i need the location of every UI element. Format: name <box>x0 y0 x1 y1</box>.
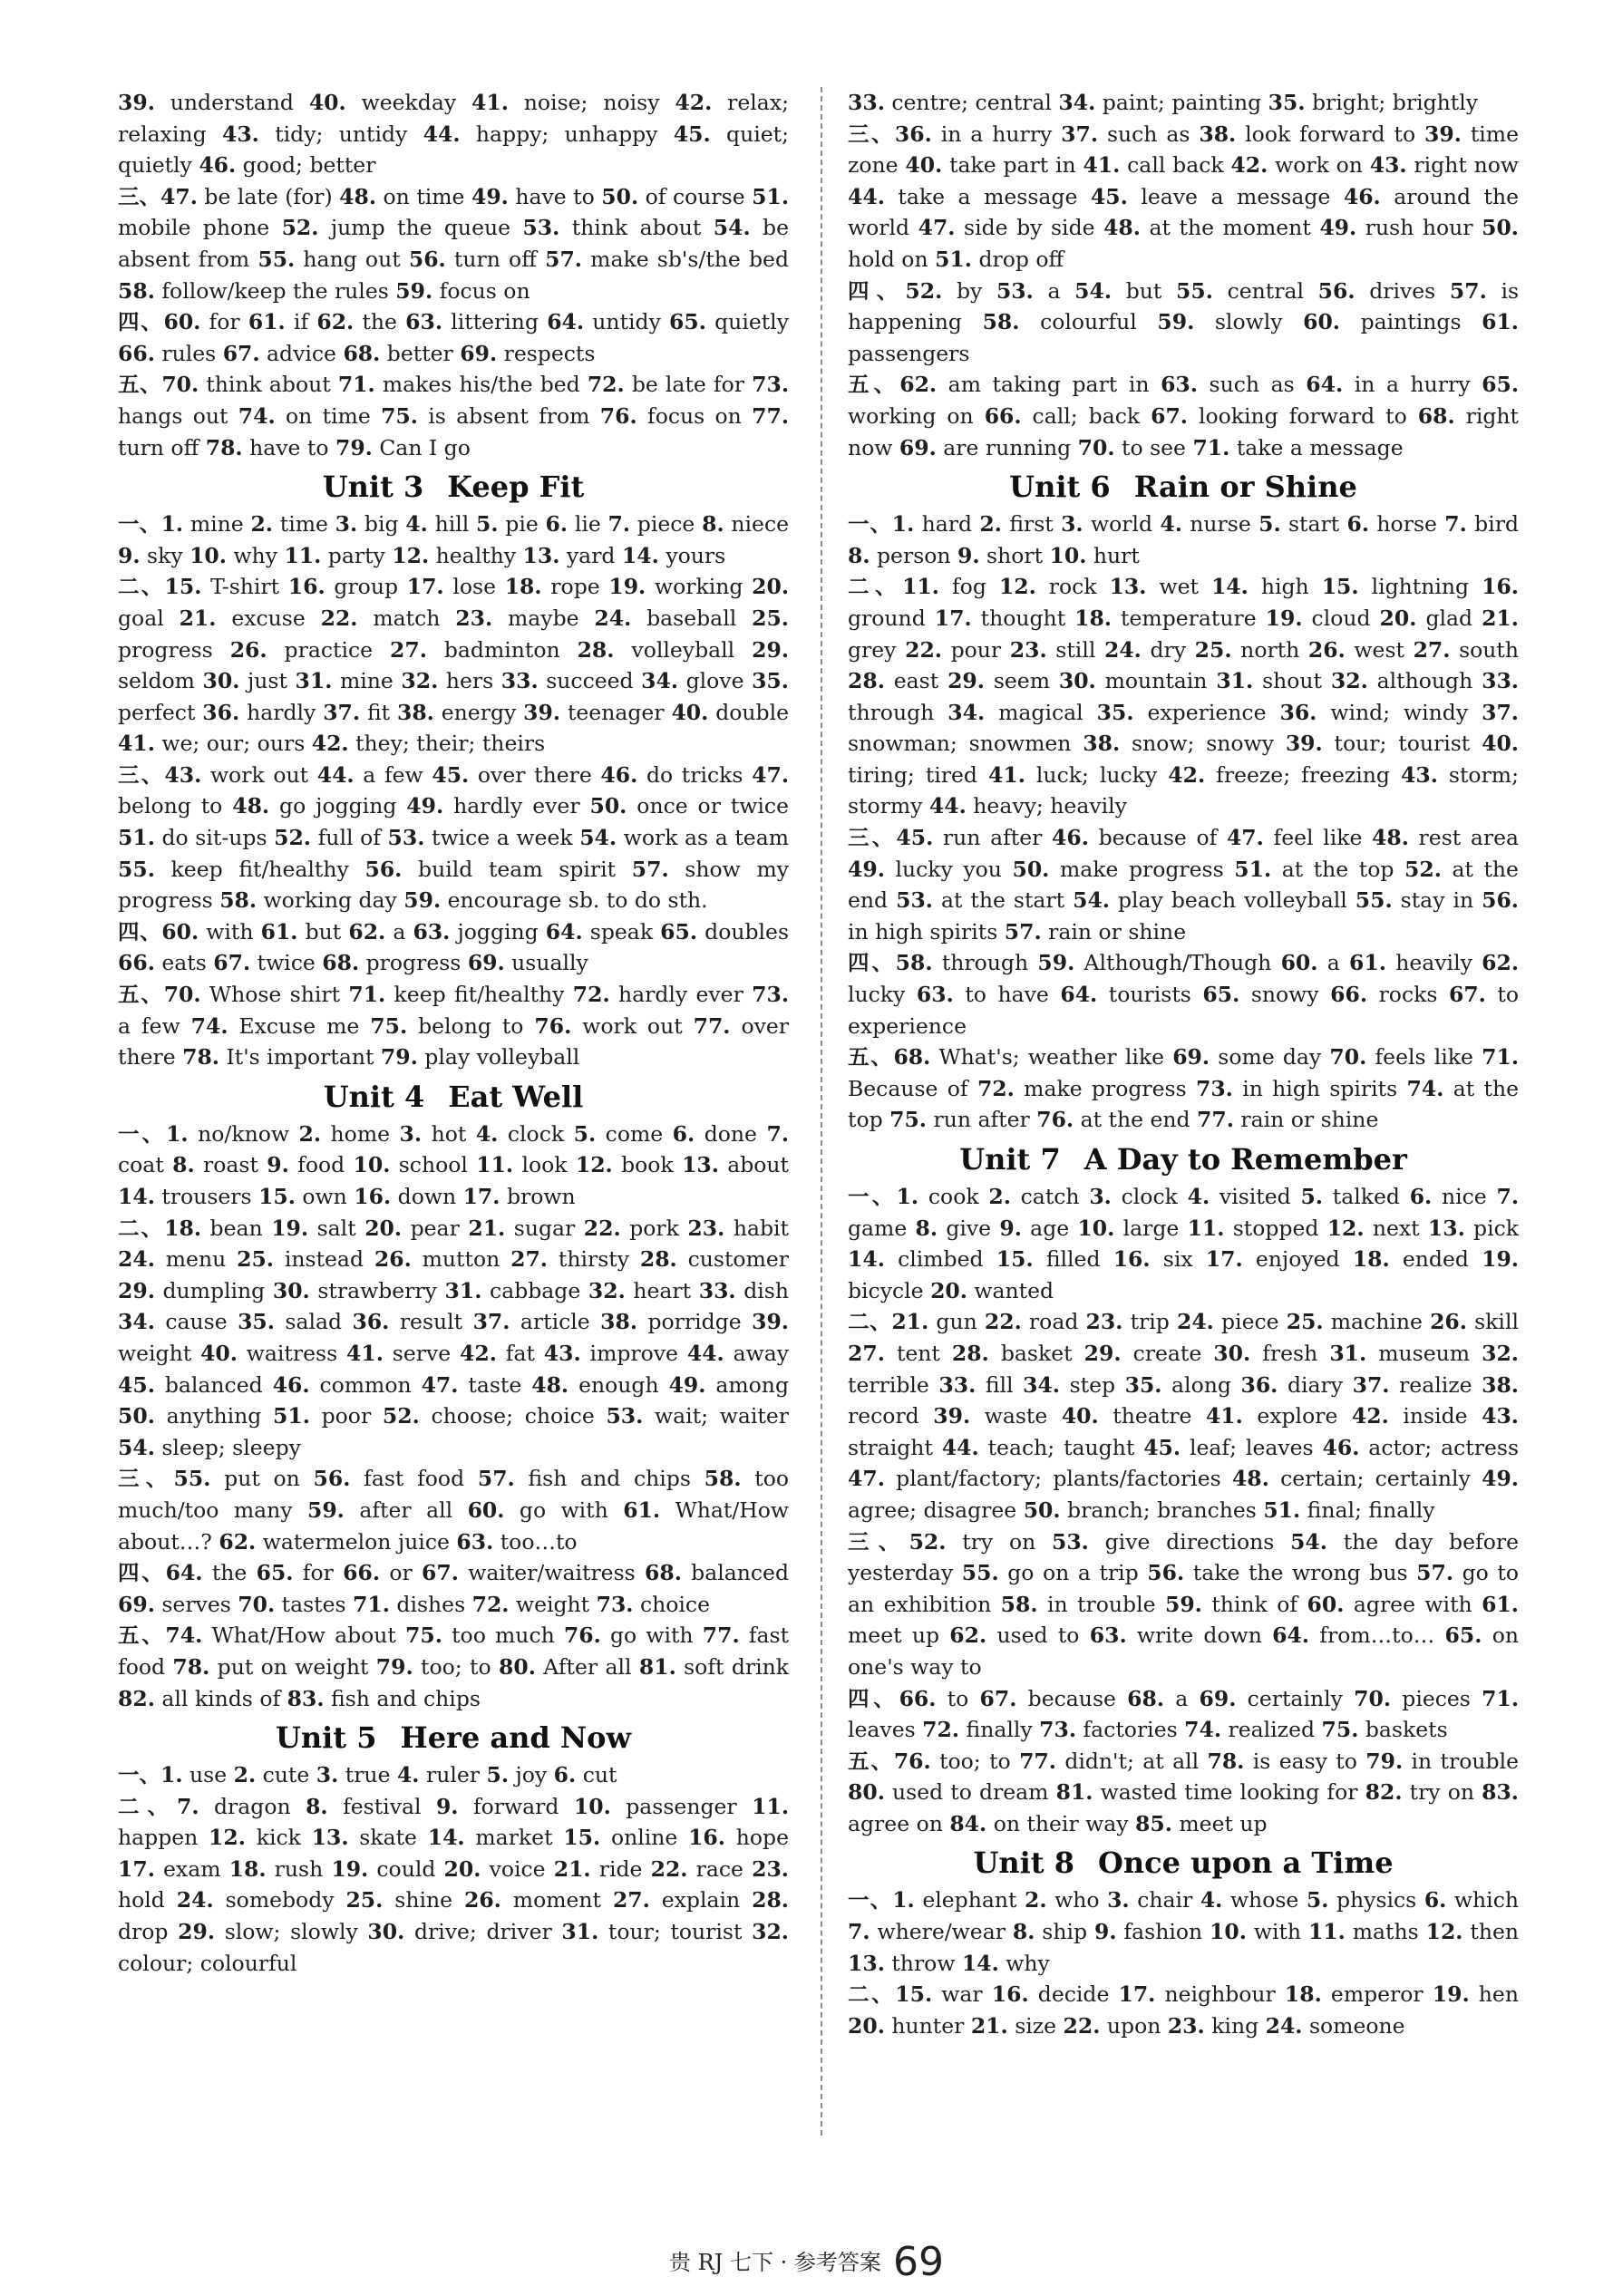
unit-heading <box>848 465 1519 509</box>
answer-paragraph: 四、58. through 59. Although/Though 60. a 61. heavily 62. lucky 63. to have 64. tourists 65. snowy 66. rocks 67. to experience <box>848 950 1520 1039</box>
page-number: 69 <box>892 2239 944 2285</box>
answer-paragraph: 一、1. mine 2. time 3. big 4. hill 5. pie 6. lie 7. piece 8. niece 9. sky 10. why 11. party 12. healthy 13. yard 14. yours <box>118 511 790 568</box>
answer-paragraph: 33. centre; central 34. paint; painting 35. bright; brightly <box>848 90 1479 115</box>
answer-paragraph: 四、64. the 65. for 66. or 67. waiter/waitress 68. balanced 69. serves 70. tastes 71. dishes 72. weight 73. choice <box>118 1560 790 1617</box>
answer-paragraph: 五、62. am taking part in 63. such as 64. in a hurry 65. working on 66. call; back 67. looking forward to 68. right now 69. are running 70. to see 71. take a message <box>848 372 1520 460</box>
answer-paragraph: 三、43. work out 44. a few 45. over there 46. do tricks 47. belong to 48. go jogging 49. hardly ever 50. once or twice 51. do sit-ups 52. full of 53. twice a week 54. work as a team 55. keep fit/healthy 56. build team spirit 57. show my progress 58. working day 59. encourage sb. to do sth. <box>118 761 790 914</box>
answer-paragraph: 39. understand 40. weekday 41. noise; noisy 42. relax; relaxing 43. tidy; untidy 44. happy; unhappy 45. quiet; quietly 46. good; better <box>118 90 789 179</box>
answer-paragraph: 三、36. in a hurry 37. such as 38. look forward to 39. time zone 40. take part in 41. call back 42. work on 43. right now 44. take a message 45. leave a message 46. around the world 47. side by side 48. at the moment 49. rush hour 50. hold on 51. drop off <box>848 121 1520 272</box>
unit-title: Once upon a Time <box>1097 1846 1394 1881</box>
answer-paragraph: 二、18. bean 19. salt 20. pear 21. sugar 22. pork 23. habit 24. menu 25. instead 26. mutton 27. thirsty 28. customer 29. dumpling 30. strawberry 31. cabbage 32. heart 33. dish 34. cause 35. salad 36. result 37. article 38. porridge 39. weight 40. waitress 41. serve 42. fat 43. improve 44. away 45. balanced 46. common 47. taste 48. enough 49. among 50. anything 51. poor 52. choose; choice 53. wait; waiter 54. sleep; sleepy <box>118 1215 789 1460</box>
answer-paragraph: 五、70. Whose shirt 71. keep fit/healthy 72. hardly ever 73. a few 74. Excuse me 75. belong to 76. work out 77. over there 78. It's important 79. play volleyball <box>118 982 790 1070</box>
answer-paragraph: 三、55. put on 56. fast food 57. fish and chips 58. too much/too many 59. after all 60. go with 61. What/How about…? 62. watermelon juice 63. too…to <box>118 1466 789 1555</box>
answer-paragraph: 四、60. with 61. but 62. a 63. jogging 64. speak 65. doubles 66. eats 67. twice 68. progress 69. usually <box>118 918 790 976</box>
footer-label: 贵 RJ 七下 · 参考答案 <box>669 2250 881 2275</box>
page-footer <box>0 2239 1613 2285</box>
column-divider <box>821 87 822 2136</box>
answer-paragraph: 五、74. What/How about 75. too much 76. go with 77. fast food 78. put on weight 79. too; to 80. After all 81. soft drink 82. all kinds of 83. fish and chips <box>118 1623 790 1711</box>
unit-title: Here and Now <box>400 1720 632 1756</box>
answer-paragraph: 二、15. war 16. decide 17. neighbour 18. emperor 19. hen 20. hunter 21. size 22. upon 23. king 24. someone <box>848 1981 1519 2039</box>
unit-heading <box>848 1138 1519 1181</box>
unit-title: A Day to Remember <box>1083 1142 1407 1177</box>
unit-number: Unit 4 <box>323 1079 425 1114</box>
unit-title: Rain or Shine <box>1133 470 1357 505</box>
unit-number: Unit 5 <box>275 1720 377 1756</box>
answer-paragraph: 一、1. hard 2. first 3. world 4. nurse 5. start 6. horse 7. bird 8. person 9. short 10. hurt <box>848 511 1519 568</box>
answer-paragraph: 四、60. for 61. if 62. the 63. littering 64. untidy 65. quietly 66. rules 67. advice 68. better 69. respects <box>118 309 789 366</box>
answer-paragraph: 三、45. run after 46. because of 47. feel like 48. rest area 49. lucky you 50. make progress 51. at the top 52. at the end 53. at the start 54. play beach volleyball 55. stay in 56. in high spirits 57. rain or shine <box>848 825 1520 945</box>
unit-heading <box>118 1075 789 1119</box>
unit-number: Unit 7 <box>959 1142 1061 1177</box>
right-column <box>848 87 1519 2041</box>
unit-number: Unit 3 <box>322 470 424 505</box>
unit-title: Eat Well <box>448 1079 584 1114</box>
answer-paragraph: 五、68. What's; weather like 69. some day 70. feels like 71. Because of 72. make progress 73. in high spirits 74. at the top 75. run after 76. at the end 77. rain or shine <box>848 1044 1520 1133</box>
unit-title: Keep Fit <box>447 470 585 505</box>
answer-paragraph: 二、15. T-shirt 16. group 17. lose 18. rope 19. working 20. goal 21. excuse 22. match 23. maybe 24. baseball 25. progress 26. practice 27. badminton 28. volleyball 29. seldom 30. just 31. mine 32. hers 33. succeed 34. glove 35. perfect 36. hardly 37. fit 38. energy 39. teenager 40. double 41. we; our; ours 42. they; their; theirs <box>118 574 790 757</box>
unit-heading <box>118 465 789 509</box>
unit-heading <box>118 1716 789 1759</box>
answer-paragraph: 四、52. by 53. a 54. but 55. central 56. drives 57. is happening 58. colourful 59. slowly 60. paintings 61. passengers <box>848 277 1520 366</box>
unit-heading <box>848 1841 1519 1884</box>
answer-paragraph: 二、21. gun 22. road 23. trip 24. piece 25. machine 26. skill 27. tent 28. basket 29. create 30. fresh 31. museum 32. terrible 33. fill 34. step 35. along 36. diary 37. realize 38. record 39. waste 40. theatre 41. explore 42. inside 43. straight 44. teach; taught 45. leaf; leaves 46. actor; actress 47. plant/factory; plants/factories 48. certain; certainly 49. agree; disagree 50. branch; branches 51. final; finally <box>848 1309 1520 1523</box>
answer-paragraph: 一、1. use 2. cute 3. true 4. ruler 5. joy 6. cut <box>118 1762 617 1788</box>
answer-paragraph: 一、1. elephant 2. who 3. chair 4. whose 5. physics 6. which 7. where/wear 8. ship 9. fashion 10. with 11. maths 12. then 13. throw 14. why <box>848 1887 1520 1976</box>
answer-paragraph: 五、76. too; to 77. didn't; at all 78. is easy to 79. in trouble 80. used to dream 81. wasted time looking for 82. try on 83. agree on 84. on their way 85. meet up <box>848 1748 1519 1836</box>
answer-paragraph: 四、66. to 67. because 68. a 69. certainly 70. pieces 71. leaves 72. finally 73. factories 74. realized 75. baskets <box>848 1685 1520 1743</box>
answer-paragraph: 二、11. fog 12. rock 13. wet 14. high 15. lightning 16. ground 17. thought 18. temperature 19. cloud 20. glad 21. grey 22. pour 23. still 24. dry 25. north 26. west 27. south 28. east 29. seem 30. mountain 31. shout 32. although 33. through 34. magical 35. experience 36. wind; windy 37. snowman; snowmen 38. snow; snowy 39. tour; tourist 40. tiring; tired 41. luck; lucky 42. freeze; freezing 43. storm; stormy 44. heavy; heavily <box>848 574 1519 819</box>
answer-paragraph: 三、52. try on 53. give directions 54. the day before yesterday 55. go on a trip 56. take the wrong bus 57. go to an exhibition 58. in trouble 59. think of 60. agree with 61. meet up 62. used to 63. write down 64. from…to… 65. on one's way to <box>848 1528 1519 1680</box>
answer-paragraph: 一、1. no/know 2. home 3. hot 4. clock 5. come 6. done 7. coat 8. roast 9. food 10. school 11. look 12. book 13. about 14. trousers 15. own 16. down 17. brown <box>118 1120 790 1209</box>
answer-paragraph: 三、47. be late (for) 48. on time 49. have to 50. of course 51. mobile phone 52. jump the queue 53. think about 54. be absent from 55. hang out 56. turn off 57. make sb's/the bed 58. follow/keep the rules 59. focus on <box>118 183 790 304</box>
answer-paragraph: 二、7. dragon 8. festival 9. forward 10. passenger 11. happen 12. kick 13. skate 14. market 15. online 16. hope 17. exam 18. rush 19. could 20. voice 21. ride 22. race 23. hold 24. somebody 25. shine 26. moment 27. explain 28. drop 29. slow; slowly 30. drive; driver 31. tour; tourist 32. colour; colourful <box>118 1793 790 1976</box>
answer-paragraph: 一、1. cook 2. catch 3. clock 4. visited 5. talked 6. nice 7. game 8. give 9. age 10. large 11. stopped 12. next 13. pick 14. climbed 15. filled 16. six 17. enjoyed 18. ended 19. bicycle 20. wanted <box>848 1184 1520 1303</box>
unit-number: Unit 6 <box>1009 470 1111 505</box>
unit-number: Unit 8 <box>973 1846 1074 1881</box>
answer-paragraph: 五、70. think about 71. makes his/the bed 72. be late for 73. hangs out 74. on time 75. is absent from 76. focus on 77. turn off 78. have to 79. Can I go <box>118 372 790 460</box>
left-column <box>118 87 789 1979</box>
